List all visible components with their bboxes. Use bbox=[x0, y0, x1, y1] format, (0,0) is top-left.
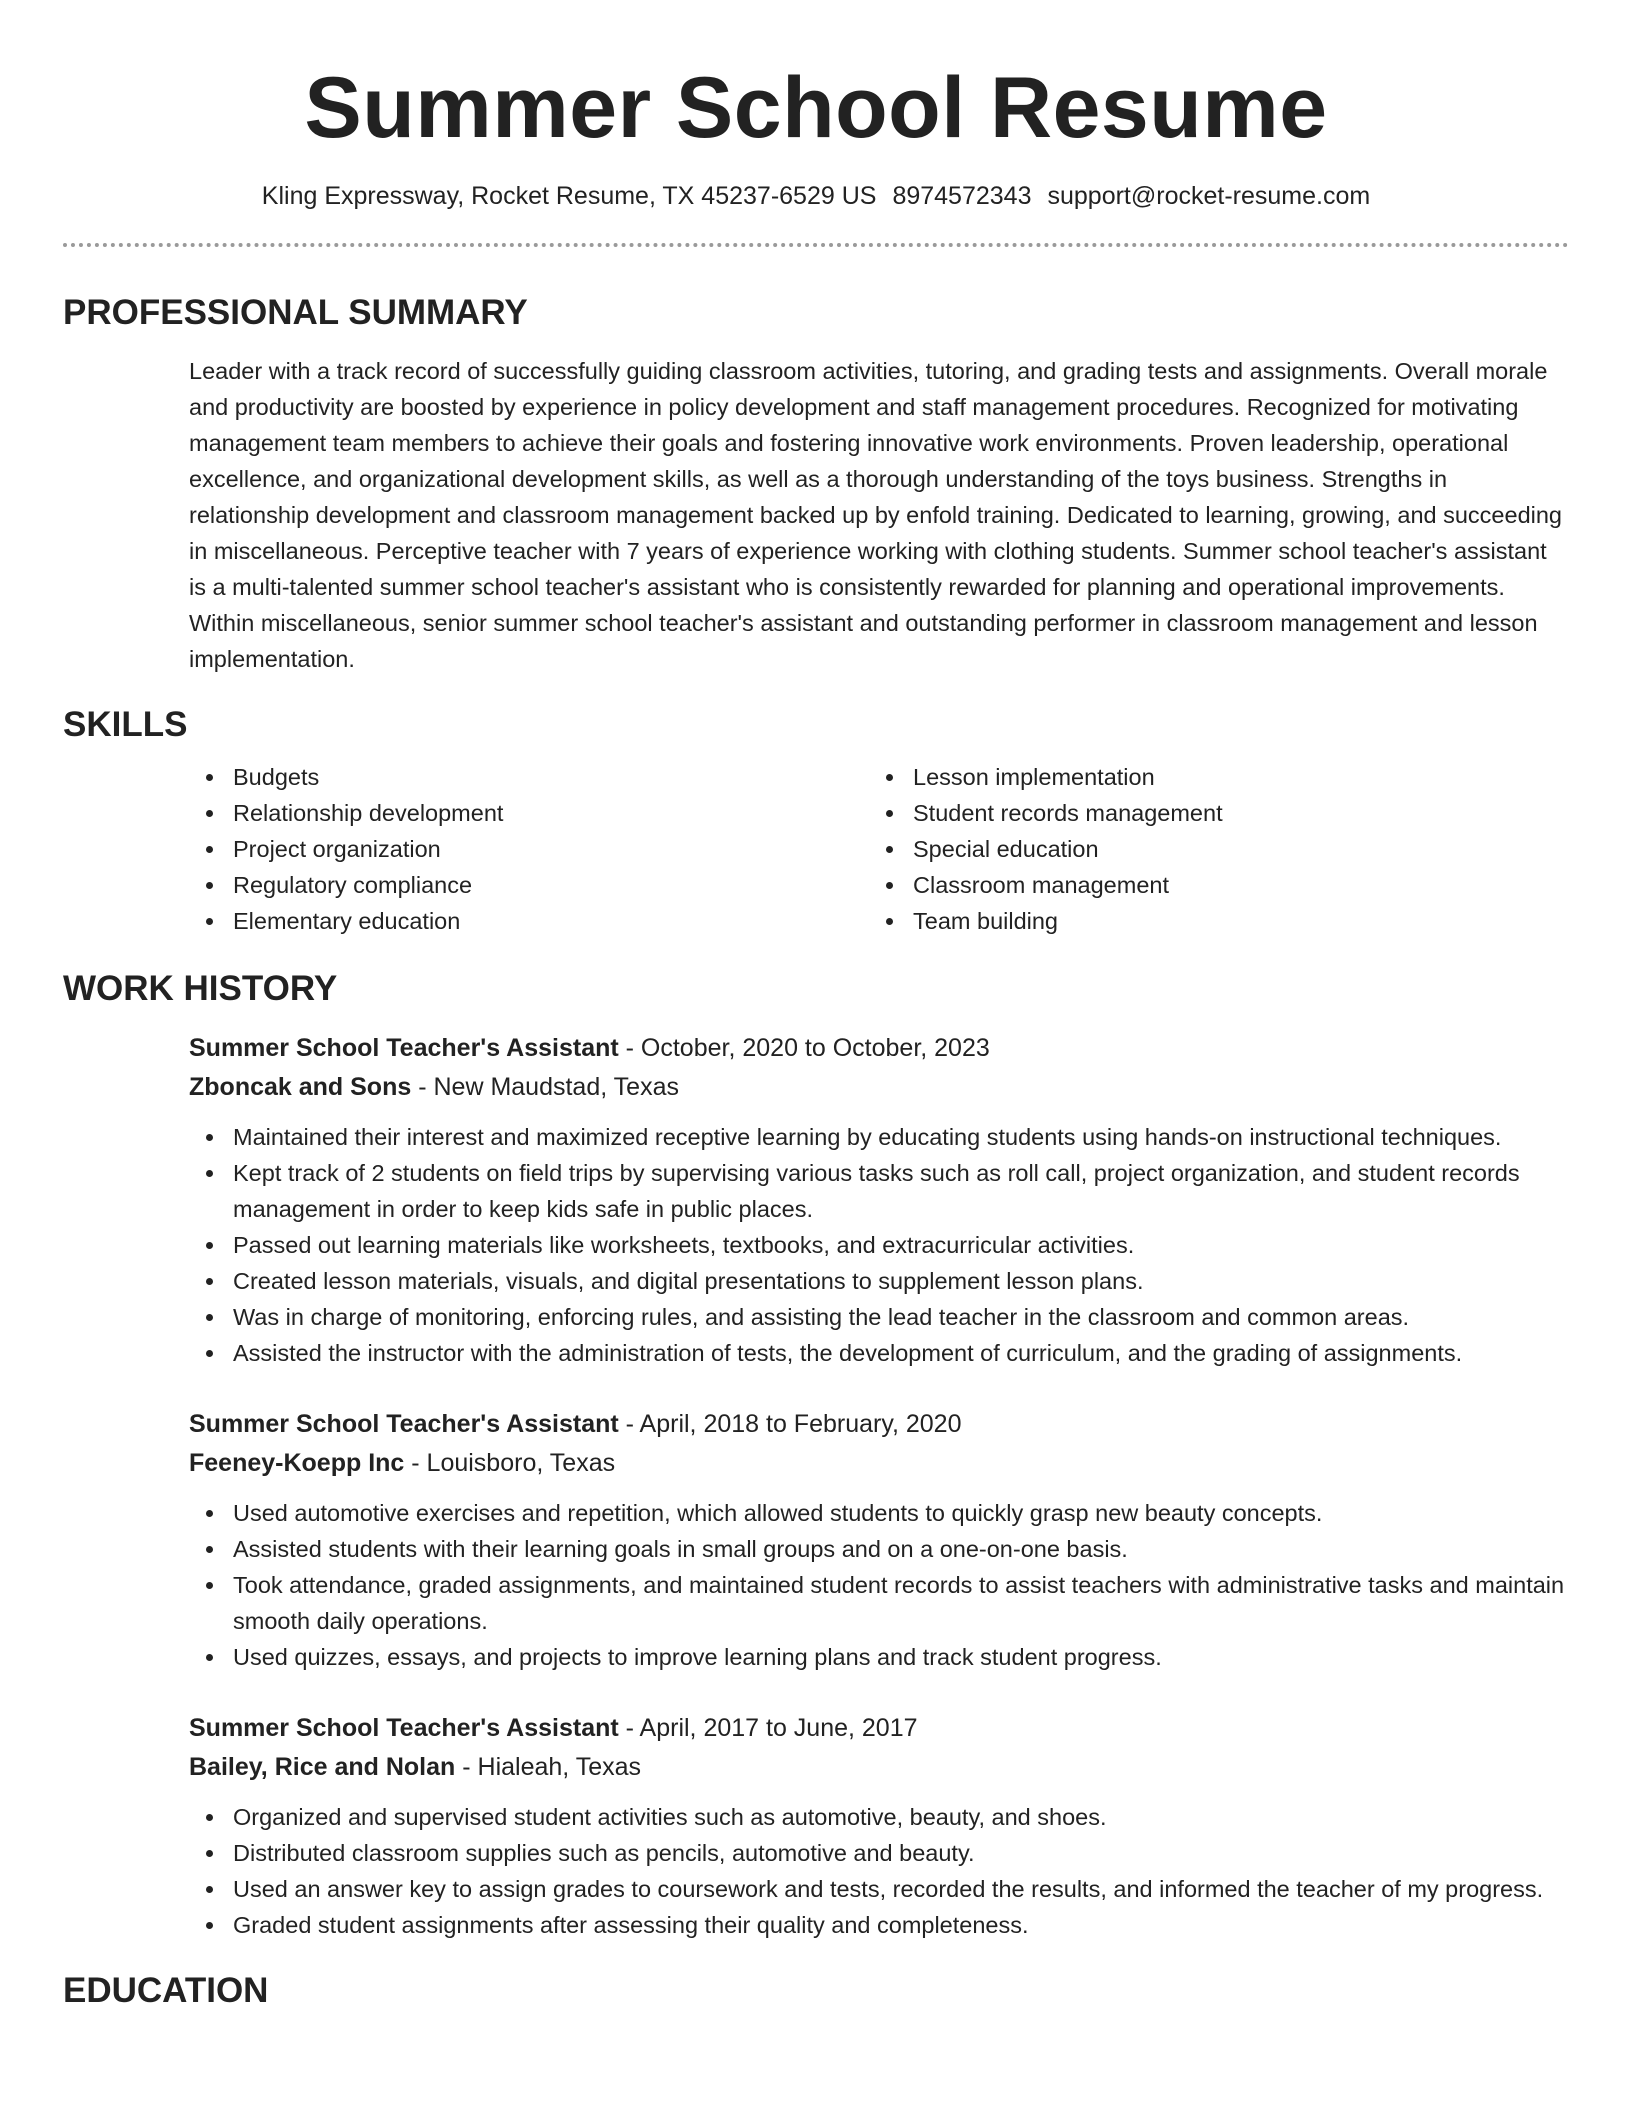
job-title-line bbox=[189, 1405, 1569, 1444]
skill-item: Classroom management bbox=[869, 867, 1549, 903]
job-duty: Organized and supervised student activities such as automotive, beauty, and shoes. bbox=[189, 1799, 1569, 1835]
job-duty: Assisted the instructor with the administration of tests, the development of curriculum, and the grading of assignments. bbox=[189, 1335, 1569, 1371]
job-duty: Used an answer key to assign grades to coursework and tests, recorded the results, and informed the teacher of my progress. bbox=[189, 1871, 1569, 1907]
job-duty: Used quizzes, essays, and projects to improve learning plans and track student progress. bbox=[189, 1639, 1569, 1675]
job-company-line bbox=[189, 1748, 1569, 1787]
job-entry bbox=[189, 1029, 1569, 1371]
summary-section bbox=[63, 291, 1569, 677]
job-duty: Was in charge of monitoring, enforcing rules, and assisting the lead teacher in the classroom and common areas. bbox=[189, 1299, 1569, 1335]
job-title-line bbox=[189, 1709, 1569, 1748]
skills-section bbox=[63, 703, 1569, 939]
job-duty: Created lesson materials, visuals, and digital presentations to supplement lesson plans. bbox=[189, 1263, 1569, 1299]
job-company-line bbox=[189, 1068, 1569, 1107]
job-company-line bbox=[189, 1444, 1569, 1483]
contact-email: support@rocket-resume.com bbox=[1047, 182, 1371, 210]
job-location: - New Maudstad, Texas bbox=[411, 1073, 679, 1101]
resume-title: Summer School Resume bbox=[304, 60, 1328, 156]
skill-item: Special education bbox=[869, 831, 1549, 867]
job-duty: Used automotive exercises and repetition, which allowed students to quickly grasp new beauty concepts. bbox=[189, 1495, 1569, 1531]
education-heading: EDUCATION bbox=[63, 1971, 269, 2010]
job-title: Summer School Teacher's Assistant bbox=[189, 1034, 619, 1062]
header-divider bbox=[63, 243, 1569, 247]
contact-line bbox=[63, 180, 1569, 212]
skills-list-left bbox=[189, 759, 869, 939]
skills-heading: SKILLS bbox=[63, 705, 188, 744]
work-history-section bbox=[63, 967, 1569, 1943]
skill-item: Team building bbox=[869, 903, 1549, 939]
job-title: Summer School Teacher's Assistant bbox=[189, 1714, 619, 1742]
job-duty: Took attendance, graded assignments, and maintained student records to assist teachers with administrative tasks and maintain smooth daily operations. bbox=[189, 1567, 1569, 1639]
job-location: - Hialeah, Texas bbox=[455, 1753, 642, 1781]
education-section bbox=[63, 1969, 1569, 2013]
summary-text: Leader with a track record of successfully guiding classroom activities, tutoring, and grading tests and assignments. Overall morale and productivity are boosted by experience in policy development and staff management procedures. Recognized for motivating management team members to achieve their goals and fostering innovative work environments. Proven leadership, operational excellence, and organizational development skills, as well as a thorough understanding of the toys business. Strengths in relationship development and classroom management backed up by enfold training. Dedicated to learning, growing, and succeeding in miscellaneous. Perceptive teacher with 7 years of experience working with clothing students. Summer school teacher's assistant is a multi-talented summer school teacher's assistant who is consistently rewarded for planning and operational improvements. Within miscellaneous, senior summer school teacher's assistant and outstanding performer in classroom management and lesson implementation. bbox=[189, 358, 1562, 672]
skill-item: Relationship development bbox=[189, 795, 869, 831]
summary-heading: PROFESSIONAL SUMMARY bbox=[63, 293, 528, 332]
job-duties-list bbox=[63, 1495, 1569, 1675]
job-entry bbox=[189, 1709, 1569, 1943]
job-company: Bailey, Rice and Nolan bbox=[189, 1753, 456, 1781]
job-duty: Distributed classroom supplies such as pencils, automotive and beauty. bbox=[189, 1835, 1569, 1871]
contact-address: Kling Expressway, Rocket Resume, TX 45237-6529 US bbox=[261, 182, 877, 210]
job-duty: Assisted students with their learning goals in small groups and on a one-on-one basis. bbox=[189, 1531, 1569, 1567]
skill-item: Project organization bbox=[189, 831, 869, 867]
skill-item: Student records management bbox=[869, 795, 1549, 831]
job-dates: - April, 2018 to February, 2020 bbox=[618, 1410, 962, 1438]
work-history-heading: WORK HISTORY bbox=[63, 969, 338, 1008]
contact-phone: 8974572343 bbox=[892, 182, 1032, 210]
job-title: Summer School Teacher's Assistant bbox=[189, 1410, 619, 1438]
job-dates: - October, 2020 to October, 2023 bbox=[618, 1034, 990, 1062]
job-duties-list bbox=[63, 1119, 1569, 1371]
job-dates: - April, 2017 to June, 2017 bbox=[618, 1714, 918, 1742]
job-company: Zboncak and Sons bbox=[189, 1073, 412, 1101]
job-entry bbox=[189, 1405, 1569, 1675]
skill-item: Lesson implementation bbox=[869, 759, 1549, 795]
skill-item: Regulatory compliance bbox=[189, 867, 869, 903]
job-location: - Louisboro, Texas bbox=[404, 1449, 616, 1477]
skill-item: Elementary education bbox=[189, 903, 869, 939]
job-duty: Maintained their interest and maximized receptive learning by educating students using hands-on instructional techniques. bbox=[189, 1119, 1569, 1155]
job-duty: Graded student assignments after assessing their quality and completeness. bbox=[189, 1907, 1569, 1943]
job-title-line bbox=[189, 1029, 1569, 1068]
skills-grid bbox=[189, 759, 1569, 939]
skill-item: Budgets bbox=[189, 759, 869, 795]
job-duties-list bbox=[63, 1799, 1569, 1943]
job-duty: Kept track of 2 students on field trips by supervising various tasks such as roll call, project organization, and student records management in order to keep kids safe in public places. bbox=[189, 1155, 1569, 1227]
job-company: Feeney-Koepp Inc bbox=[189, 1449, 405, 1477]
skills-list-right bbox=[869, 759, 1549, 939]
job-duty: Passed out learning materials like worksheets, textbooks, and extracurricular activities. bbox=[189, 1227, 1569, 1263]
